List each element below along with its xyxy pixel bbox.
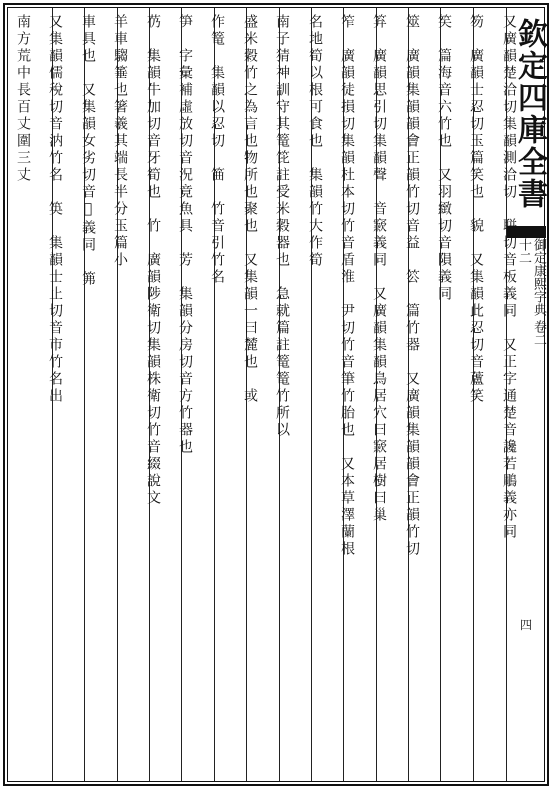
volume-subtitle: 御定康熙字典 卷二十二 bbox=[516, 238, 546, 347]
text-column: 作篭 集韻以忍切 筁 竹音引竹名 bbox=[209, 14, 225, 286]
text-column: 羊車騶箠也箸羲其端長半分玉篇小 bbox=[112, 14, 128, 269]
text-column: 笲 廣韻思引切集韻聲 音窾義同 又廣韻集韻鳥居穴曰窾居樹曰巢 bbox=[371, 14, 387, 524]
book-title: 欽定四庫全書 bbox=[512, 18, 547, 210]
text-column: 南子猜神訓守其篭笓註受米穀器也 急就篇註篭篭竹所以 bbox=[274, 14, 290, 439]
text-column: 又廣韻楚洽切集韻測洽切 聠切音板義同 又正字通楚音讒若鵰義亦同 bbox=[501, 14, 517, 541]
text-column: 盛米穀竹之為言也物所也聚也 又集韻一曰麓也 或 bbox=[242, 14, 258, 405]
text-column: 南方荒中長百丈圍三丈 bbox=[15, 14, 31, 184]
text-column: 芿 集韻牛加切音牙筍也 竹 廣韻陟衛切集韻株衛切竹音綴說文 bbox=[145, 14, 161, 507]
text-column: 車具也 又集韻女劣切音𥮞義同 笰 bbox=[80, 14, 96, 288]
text-column: 笮 廣韻徒損切集韻杜本切竹音盾淮 尹切竹音筆竹胎也 又本草澤蘭根 bbox=[339, 14, 355, 558]
page-number: 四 bbox=[520, 618, 533, 632]
text-column: 又集韻儒稅切音汭竹名 䇦 集韻士止切音市竹名出 bbox=[47, 14, 63, 405]
text-column: 笏 廣韻士忍切玉篇笑也 貌 又集韻此忍切音蘆笑 bbox=[468, 14, 484, 405]
text-column: 名地筍以根可食也 集韻竹大作筍 bbox=[307, 14, 323, 269]
text-column: 笋 字彙補虛放切音況竟魚具 芳 集韻分房切音方竹器也 bbox=[177, 14, 193, 456]
text-column: 筮 廣韻集韻韻會正韻竹切音益 䇗 篇竹器 又廣韻集韻韻會正韻竹切 bbox=[404, 14, 420, 558]
text-column: 笶 篇海音六竹也 又羽緻切音隕義同 bbox=[436, 14, 452, 303]
